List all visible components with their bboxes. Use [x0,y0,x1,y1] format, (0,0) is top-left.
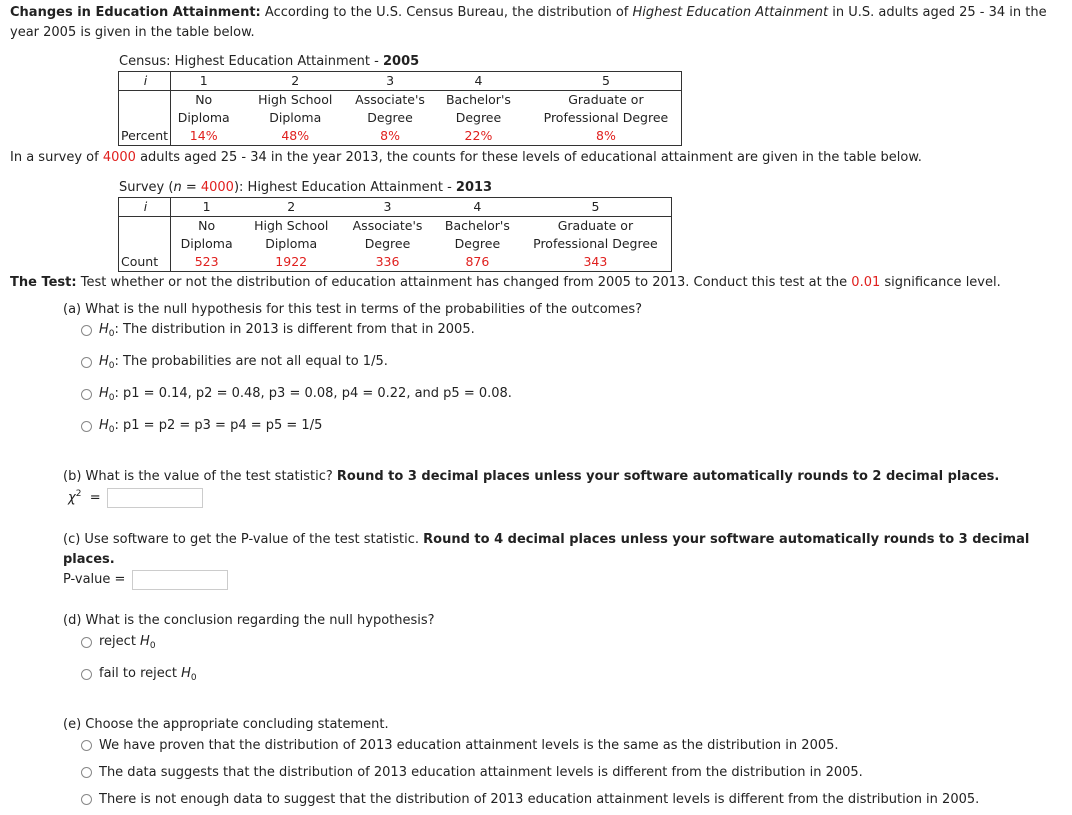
intro-italic: Highest Education Attainment [632,5,829,20]
h0-option-4[interactable]: $H_0$: p1 = p2 = p3 = p4 = p5 = 1/5 [81,418,322,435]
survey-value: 523 [170,253,242,272]
census-caption: Census: Highest Education Attainment - 2005 [119,54,420,69]
radio-button[interactable] [81,357,92,368]
survey-intro: In a survey of 4000 adults aged 25 - 34 in the year 2013, the counts for these levels of educational attainment are given in the table below. [10,150,922,165]
test-statement: The Test: Test whether or not the distribution of education attainment has changed from 2005 to 2013. Conduct this test at the 0.01 significance level. [10,275,1001,290]
census-value: 8% [531,127,682,146]
part-a-question: (a) What is the null hypothesis for this test in terms of the probabilities of the outcomes? [63,302,643,317]
conclusion-option-1[interactable]: We have proven that the distribution of 2013 education attainment levels is the same as the distribution in 2005. [81,738,839,753]
radio-button[interactable] [81,767,92,778]
census-value: 48% [236,127,354,146]
h0-option-2[interactable]: $H_0$: The probabilities are not all equal to 1/5. [81,354,388,371]
reject-h0-option[interactable]: reject $H_0$ [81,634,156,651]
radio-button[interactable] [81,325,92,336]
intro-text: According to the U.S. Census Bureau, the distribution of [260,5,633,20]
radio-button[interactable] [81,637,92,648]
p-value-label: P-value = [63,572,126,587]
h0-option-1[interactable]: $H_0$: The distribution in 2013 is different from that in 2005. [81,322,475,339]
radio-button[interactable] [81,794,92,805]
p-value-input[interactable] [132,570,228,590]
chi-square-label: $\chi^2$ = [68,489,101,506]
radio-button[interactable] [81,389,92,400]
census-value: 8% [354,127,426,146]
survey-value: 343 [520,253,672,272]
radio-button[interactable] [81,421,92,432]
survey-caption: Survey (n = 4000): Highest Education Attainment - 2013 [119,180,493,195]
conclusion-option-3[interactable]: There is not enough data to suggest that the distribution of 2013 education attainment levels is different from the distribution in 2005. [81,792,979,807]
survey-value: 336 [340,253,435,272]
census-table: i 1 2 3 4 5 No High School Associate's Bachelor's Graduate or Diploma Diploma Degree Degree Professional Degree Percent 14% 48% 8% 22% 8% [118,71,682,146]
test-statistic-input[interactable] [107,488,203,508]
intro-text-b: in U.S. adults aged 25 - 34 in the year 2005 is given in the table below. [10,5,1047,40]
survey-table: i 1 2 3 4 5 No High School Associate's Bachelor's Graduate or Diploma Diploma Degree Degree Professional Degree Count 523 1922 336 876 343 [118,197,672,272]
part-b-question: (b) What is the value of the test statistic? Round to 3 decimal places unless your software automatically rounds to 2 decimal places. [63,469,1000,484]
census-value: 22% [426,127,531,146]
conclusion-option-2[interactable]: The data suggests that the distribution of 2013 education attainment levels is different from the distribution in 2005. [81,765,863,780]
intro-title: Changes in Education Attainment: [10,5,261,20]
part-c-question: (c) Use software to get the P-value of the test statistic. Round to 4 decimal places unless your software automatically rounds to 3 decimal [63,532,1030,547]
survey-value: 876 [435,253,520,272]
radio-button[interactable] [81,669,92,680]
census-row-label: Percent [119,127,171,146]
intro-paragraph [10,3,1060,43]
fail-to-reject-h0-option[interactable]: fail to reject $H_0$ [81,666,197,683]
part-e-question: (e) Choose the appropriate concluding statement. [63,717,389,732]
part-d-question: (d) What is the conclusion regarding the null hypothesis? [63,613,435,628]
census-value: 14% [170,127,236,146]
survey-value: 1922 [242,253,340,272]
radio-button[interactable] [81,740,92,751]
survey-row-label: Count [119,253,171,272]
part-c-question-cont: places. [63,552,115,567]
h0-option-3[interactable]: $H_0$: p1 = 0.14, p2 = 0.48, p3 = 0.08, p4 = 0.22, and p5 = 0.08. [81,386,512,403]
